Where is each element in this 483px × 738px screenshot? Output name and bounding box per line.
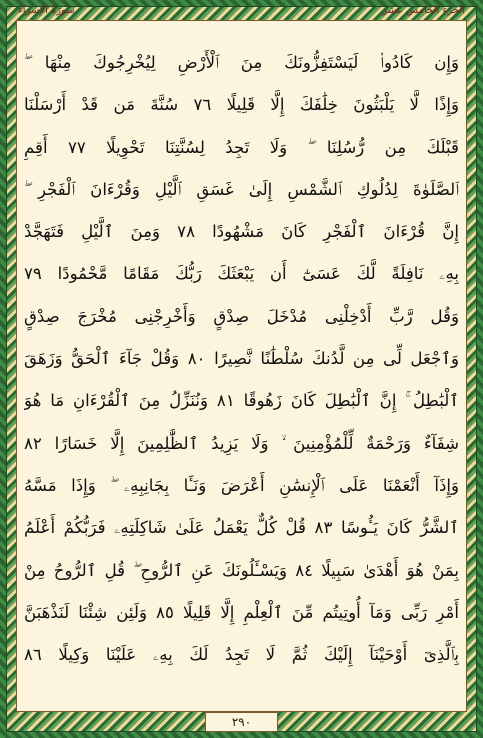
text-line-2: وَإِذًا لَّا يَلْبَثُونَ خِلَٰفَكَ إِلَّا قَلِيلًا ٧٦ سُنَّةَ مَن قَدْ أَرْسَلْنَا [24, 95, 459, 115]
text-line-7: وَقُل رَّبِّ أَدْخِلْنِى مُدْخَلَ صِدْقٍ وَأَخْرِجْنِى مُخْرَجَ صِدْقٍ [24, 306, 459, 326]
text-line-9: ٱلْبَٰطِلُ ۚ إِنَّ ٱلْبَٰطِلَ كَانَ زَهُوقًا ٨١ وَنُنَزِّلُ مِنَ ٱلْقُرْءَانِ مَا هُوَ [24, 391, 459, 411]
text-line-11: وَإِذَآ أَنْعَمْنَا عَلَى ٱلْإِنسَٰنِ أَعْرَضَ وَنَـَٔا بِجَانِبِهِۦ ۖ وَإِذَا مَسَّهُ [24, 475, 459, 495]
text-line-12: ٱلشَّرُّ كَانَ يَـُٔوسًا ٨٣ قُلْ كُلٌّ يَعْمَلُ عَلَىٰ شَاكِلَتِهِۦ فَرَبُّكُمْ أَعْلَمُ [24, 518, 459, 538]
footer [0, 712, 483, 732]
text-line-4: ٱلصَّلَوٰةَ لِدُلُوكِ ٱلشَّمْسِ إِلَىٰ غَسَقِ ٱلَّيْلِ وَقُرْءَانَ ٱلْفَجْرِ ۖ [24, 179, 459, 199]
text-line-8: وَٱجْعَل لِّى مِن لَّدُنكَ سُلْطَٰنًا نَّصِيرًا ٨٠ وَقُلْ جَآءَ ٱلْحَقُّ وَزَهَقَ [24, 349, 459, 369]
surah-header: سُورَةُ الإسراء [18, 5, 75, 16]
text-line-14: أَمْرِ رَبِّى وَمَآ أُوتِيتُم مِّنَ ٱلْعِلْمِ إِلَّا قَلِيلًا ٨٥ وَلَئِن شِئْنَا لَنَذْهَبَنَّ [24, 602, 459, 622]
text-line-3: قَبْلَكَ مِن رُّسُلِنَا ۖ وَلَا تَجِدُ لِسُنَّتِنَا تَحْوِيلًا ٧٧ أَقِمِ [24, 137, 459, 157]
quran-text [24, 42, 459, 676]
text-line-15: بِٱلَّذِىٓ أَوْحَيْنَآ إِلَيْكَ ثُمَّ لَا تَجِدُ لَكَ بِهِۦ عَلَيْنَا وَكِيلًا ٨٦ [24, 645, 459, 665]
text-line-13: بِمَنْ هُوَ أَهْدَىٰ سَبِيلًا ٨٤ وَيَسْـَٔلُونَكَ عَنِ ٱلرُّوحِ ۖ قُلِ ٱلرُّوحُ مِنْ [24, 560, 459, 580]
juz-header: الجزء الخامس عشر [382, 5, 465, 16]
text-line-6: بِهِۦ نَافِلَةً لَّكَ عَسَىٰٓ أَن يَبْعَثَكَ رَبُّكَ مَقَامًا مَّحْمُودًا ٧٩ [24, 264, 459, 284]
text-line-10: شِفَآءٌ وَرَحْمَةٌ لِّلْمُؤْمِنِينَ ۙ وَلَا يَزِيدُ ٱلظَّٰلِمِينَ إِلَّا خَسَارًا ٨٢ [24, 433, 459, 453]
text-line-5: إِنَّ قُرْءَانَ ٱلْفَجْرِ كَانَ مَشْهُودًا ٧٨ وَمِنَ ٱلَّيْلِ فَتَهَجَّدْ [24, 222, 459, 242]
page-number: ٢٩٠ [205, 712, 278, 732]
text-line-1: وَإِن كَادُوا۟ لَيَسْتَفِزُّونَكَ مِنَ ٱلْأَرْضِ لِيُخْرِجُوكَ مِنْهَا ۖ [24, 53, 459, 72]
